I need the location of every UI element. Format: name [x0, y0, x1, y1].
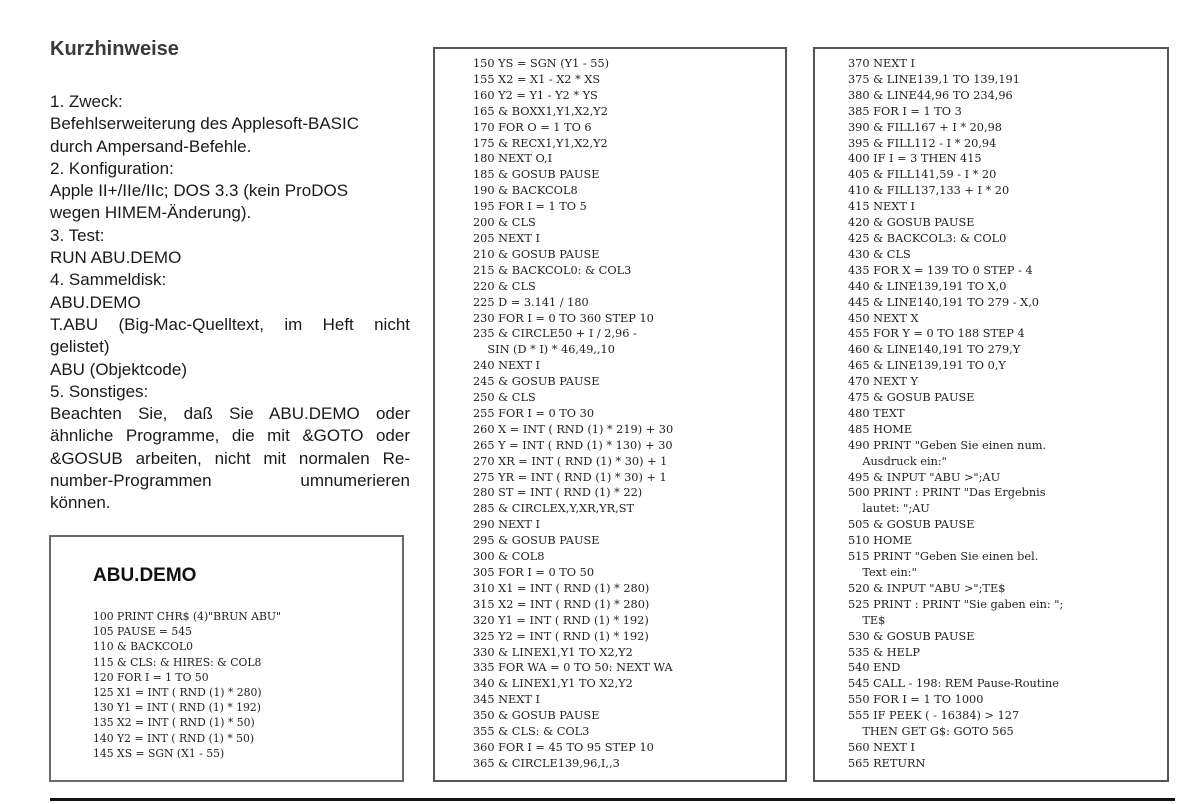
- hinweise-text: [50, 91, 410, 515]
- hinweise-line: ABU (Objektcode): [50, 359, 187, 379]
- hinweise-line: 3. Test:: [50, 225, 105, 245]
- listing-title: ABU.DEMO: [93, 565, 197, 586]
- code-listing: 150 YS = SGN (Y1 - 55) 155 X2 = X1 - X2 * XS 160 Y2 = Y1 - Y2 * YS 165 & BOXX1,Y1,X2,Y2 170 FOR O = 1 TO 6 175 & RECX1,Y1,X2,Y2 180 NEXT O,I 185 & GOSUB PAUSE 190 & BACKCOL8 195 FOR I = 1 TO 5 200 & CLS 205 NEXT I 210 & GOSUB PAUSE 215 & BACKCOL0: & COL3 220 & CLS 225 D = 3.141 / 180 230 FOR I = 0 TO 360 STEP 10 235 & CIRCLE50 + I / 2,96 - SIN (D * I) * 46,49,,10 240 NEXT I 245 & GOSUB PAUSE 250 & CLS 255 FOR I = 0 TO 30 260 X = INT ( RND (1) * 219) + 30 265 Y = INT ( RND (1) * 130) + 30 270 XR = INT ( RND (1) * 30) + 1 275 YR = INT ( RND (1) * 30) + 1 280 ST = INT ( RND (1) * 22) 285 & CIRCLEX,Y,XR,YR,ST 290 NEXT I 295 & GOSUB PAUSE 300 & COL8 305 FOR I = 0 TO 50 310 X1 = INT ( RND (1) * 280) 315 X2 = INT ( RND (1) * 280) 320 Y1 = INT ( RND (1) * 192) 325 Y2 = INT ( RND (1) * 192) 330 & LINEX1,Y1 TO X2,Y2 335 FOR WA = 0 TO 50: NEXT WA 340 & LINEX1,Y1 TO X2,Y2 345 NEXT I 350 & GOSUB PAUSE 355 & CLS: & COL3 360 FOR I = 45 TO 95 STEP 10 365 & CIRCLE139,96,I,,3: [473, 57, 674, 770]
- hinweise-line: ABU.DEMO: [50, 292, 141, 312]
- code-listing: 370 NEXT I 375 & LINE139,1 TO 139,191 380 & LINE44,96 TO 234,96 385 FOR I = 1 TO 3 390 & FILL167 + I * 20,98 395 & FILL112 - I * 20,94 400 IF I = 3 THEN 415 405 & FILL141,59 - I * 20 410 & FILL137,133 + I * 20 415 NEXT I 420 & GOSUB PAUSE 425 & BACKCOL3: & COL0 430 & CLS 435 FOR X = 139 TO 0 STEP - 4 440 & LINE139,191 TO X,0 445 & LINE140,191 TO 279 - X,0 450 NEXT X 455 FOR Y = 0 TO 188 STEP 4 460 & LINE140,191 TO 279,Y 465 & LINE139,191 TO 0,Y 470 NEXT Y 475 & GOSUB PAUSE 480 TEXT 485 HOME 490 PRINT "Geben Sie einen num. Ausdruck ein:" 495 & INPUT "ABU >";AU 500 PRINT : PRINT "Das Ergebnis lautet: ";AU 505 & GOSUB PAUSE 510 HOME 515 PRINT "Geben Sie einen bel. Text ein:" 520 & INPUT "ABU >";TE$ 525 PRINT : PRINT "Sie gaben ein: "; TE$ 530 & GOSUB PAUSE 535 & HELP 540 END 545 CALL - 198: REM Pause-Routine 550 FOR I = 1 TO 1000 555 IF PEEK ( - 16384) > 127 THEN GET G$: GOTO 565 560 NEXT I 565 RETURN: [848, 57, 1064, 770]
- hinweise-line: &GOSUB arbeiten, nicht mit normalen Re-: [50, 448, 410, 468]
- hinweise-line: durch Ampersand-Befehle.: [50, 136, 252, 156]
- hinweise-line: Apple II+/IIe/IIc; DOS 3.3 (kein ProDOS: [50, 181, 349, 201]
- hinweise-line: Beachten Sie, daß Sie ABU.DEMO oder: [50, 404, 410, 424]
- kurzhinweise-section: [50, 38, 410, 515]
- hinweise-line: 2. Konfiguration:: [50, 158, 174, 178]
- code-listing-box-column-3: [813, 47, 1169, 782]
- hinweise-line: RUN ABU.DEMO: [50, 248, 182, 268]
- code-listing: 100 PRINT CHR$ (4)"BRUN ABU" 105 PAUSE = 545 110 & BACKCOL0 115 & CLS: & HIRES: & COL8 120 FOR I = 1 TO 50 125 X1 = INT ( RND (1) * 280) 130 Y1 = INT ( RND (1) * 192) 135 X2 = INT ( RND (1) * 50) 140 Y2 = INT ( RND (1) * 50) 145 XS = SGN (X1 - 55): [93, 610, 281, 760]
- hinweise-line: T.ABU (Big-Mac-Quelltext, im Heft nicht: [50, 314, 410, 334]
- hinweise-line: 4. Sammeldisk:: [50, 270, 167, 290]
- hinweise-line: ähnliche Programme, die mit &GOTO oder: [50, 426, 410, 446]
- hinweise-line: number-Programmen umnumerieren: [50, 471, 410, 491]
- hinweise-line: können.: [50, 493, 111, 513]
- hinweise-line: 1. Zweck:: [50, 92, 123, 111]
- hinweise-line: wegen HIMEM-Änderung).: [50, 203, 252, 223]
- section-title: Kurzhinweise: [50, 38, 179, 60]
- page-divider: [50, 798, 1175, 801]
- hinweise-line: 5. Sonstiges:: [50, 381, 149, 401]
- hinweise-line: gelistet): [50, 337, 110, 357]
- hinweise-line: Befehlserweiterung des Applesoft-BASIC: [50, 114, 360, 134]
- code-listing-box-column-2: [433, 47, 787, 782]
- abu-demo-listing-box: [49, 535, 404, 782]
